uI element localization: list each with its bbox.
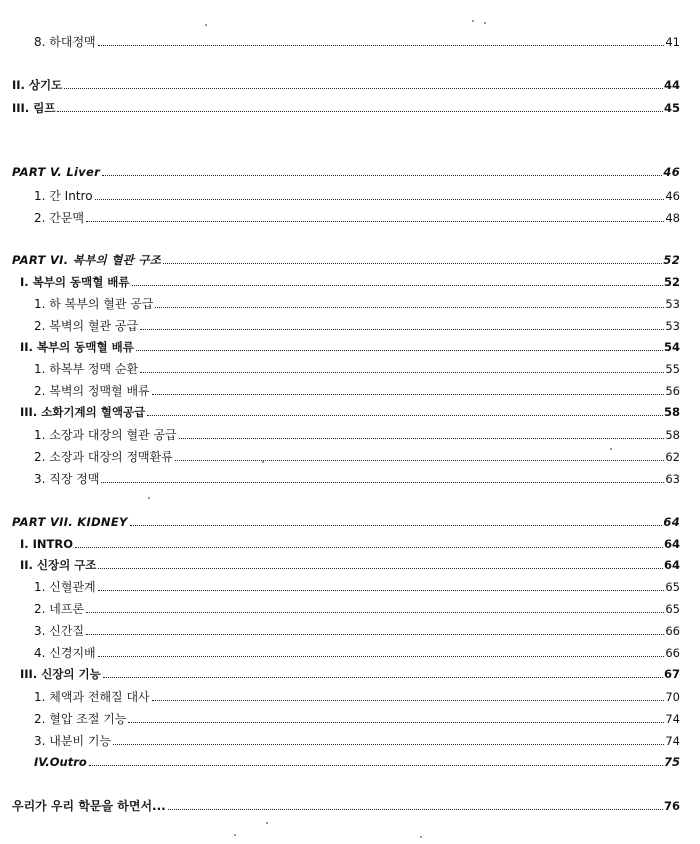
toc-closing-entry — [12, 799, 680, 813]
toc-entry-label: 1. 하복부 정맥 순환 — [34, 362, 139, 376]
toc-page-number: 64 — [663, 515, 680, 529]
toc-page-number: 74 — [665, 734, 680, 748]
toc-entry — [20, 667, 680, 681]
toc-page-number: 66 — [665, 624, 680, 638]
toc-entry-label: II. 복부의 동맥혈 배류 — [20, 340, 134, 354]
toc-entry — [34, 189, 680, 203]
toc-part-heading — [12, 253, 680, 267]
dot-leader — [89, 765, 663, 766]
toc-entry — [34, 472, 680, 486]
toc-entry-label: 2. 혈압 조절 기능 — [34, 712, 127, 726]
toc-entry-label: I. INTRO — [20, 537, 74, 551]
dot-leader — [98, 45, 665, 46]
toc-page-number: 53 — [665, 297, 680, 311]
toc-page-number: 56 — [665, 384, 680, 398]
toc-entry — [34, 646, 680, 660]
toc-entry — [34, 755, 680, 769]
toc-entry-label: 1. 소장과 대장의 혈관 공급 — [34, 428, 177, 442]
toc-entry-label: 1. 하 복부의 혈관 공급 — [34, 297, 154, 311]
toc-page-number: 74 — [665, 712, 680, 726]
toc-entry-label: 1. 신혈관계 — [34, 580, 96, 594]
toc-page-number: 64 — [663, 558, 680, 572]
dot-leader — [155, 307, 664, 308]
toc-entry-label: 1. 체액과 전해질 대사 — [34, 690, 150, 704]
scan-speck — [266, 822, 268, 824]
toc-page-number: 55 — [665, 362, 680, 376]
toc-page-number: 48 — [665, 211, 680, 225]
toc-entry-label: 2. 네프론 — [34, 602, 85, 616]
toc-page-number: 46 — [665, 189, 680, 203]
toc-page-number: 65 — [665, 580, 680, 594]
dot-leader — [98, 656, 665, 657]
scan-speck — [148, 497, 150, 499]
toc-entry-label: III. 소화기계의 혈액공급 — [20, 405, 146, 419]
dot-leader — [95, 199, 665, 200]
dot-leader — [147, 415, 663, 416]
toc-page-number: 46 — [663, 165, 680, 179]
dot-leader — [130, 525, 663, 526]
toc-entry — [34, 297, 680, 311]
toc-entry — [20, 340, 680, 354]
toc-entry — [12, 101, 680, 115]
toc-page-number: 70 — [665, 690, 680, 704]
dot-leader — [175, 460, 665, 461]
toc-entry — [34, 362, 680, 376]
toc-entry-label: 2. 간문맥 — [34, 211, 85, 225]
toc-entry — [34, 384, 680, 398]
toc-page-number: 54 — [663, 340, 680, 354]
dot-leader — [64, 88, 663, 89]
toc-entry — [34, 690, 680, 704]
scan-speck — [234, 834, 236, 836]
toc-page-number: 44 — [663, 78, 680, 92]
toc-entry-label: PART VII. KIDNEY — [12, 515, 128, 529]
dot-leader — [140, 329, 664, 330]
toc-entry-label: 3. 직장 정맥 — [34, 472, 100, 486]
scan-speck — [262, 461, 264, 463]
toc-entry — [34, 602, 680, 616]
scan-speck — [472, 20, 474, 22]
toc-entry — [34, 580, 680, 594]
toc-page-number: 66 — [665, 646, 680, 660]
toc-entry-label: 2. 소장과 대장의 정맥환류 — [34, 450, 173, 464]
dot-leader — [152, 700, 665, 701]
toc-entry — [34, 35, 680, 49]
toc-entry-label: IV.Outro — [34, 755, 87, 769]
toc-entry-label: 3. 내분비 기능 — [34, 734, 112, 748]
toc-page-number: 58 — [663, 405, 680, 419]
toc-entry-label: 우리가 우리 학문을 하면서... — [12, 799, 166, 813]
dot-leader — [86, 634, 664, 635]
scan-speck — [420, 836, 422, 838]
toc-entry-label: 2. 복벽의 정맥혈 배류 — [34, 384, 150, 398]
toc-page-number: 64 — [663, 537, 680, 551]
toc-entry — [20, 558, 680, 572]
dot-leader — [128, 722, 664, 723]
dot-leader — [113, 744, 664, 745]
dot-leader — [179, 438, 665, 439]
toc-page-number: 53 — [665, 319, 680, 333]
dot-leader — [86, 612, 664, 613]
toc-page-number: 63 — [665, 472, 680, 486]
dot-leader — [98, 568, 663, 569]
toc-entry-label: III. 림프 — [12, 101, 56, 115]
toc-entry-label: 8. 하대정맥 — [34, 35, 96, 49]
toc-page-number: 41 — [665, 35, 680, 49]
toc-page-number: 67 — [663, 667, 680, 681]
dot-leader — [103, 677, 663, 678]
toc-entry-label: II. 상기도 — [12, 78, 63, 92]
toc-page-number: 65 — [665, 602, 680, 616]
scan-speck — [205, 24, 207, 26]
dot-leader — [101, 482, 664, 483]
dot-leader — [152, 394, 665, 395]
toc-entry-label: I. 복부의 동맥혈 배류 — [20, 275, 130, 289]
toc-entry — [20, 275, 680, 289]
dot-leader — [98, 590, 665, 591]
toc-entry — [34, 734, 680, 748]
toc-entry — [12, 78, 680, 92]
toc-page-number: 62 — [665, 450, 680, 464]
toc-page-number: 75 — [663, 755, 680, 769]
toc-entry — [34, 428, 680, 442]
toc-entry-label: PART V. Liver — [12, 165, 101, 179]
dot-leader — [102, 175, 662, 176]
toc-part-heading — [12, 515, 680, 529]
dot-leader — [163, 263, 662, 264]
dot-leader — [132, 285, 663, 286]
toc-page-number: 52 — [663, 253, 680, 267]
toc-entry-label: 3. 신간질 — [34, 624, 85, 638]
toc-entry — [20, 537, 680, 551]
dot-leader — [57, 111, 663, 112]
scan-speck — [484, 22, 486, 24]
toc-entry — [34, 319, 680, 333]
toc-entry-label: 1. 간 Intro — [34, 189, 93, 203]
toc-entry — [34, 712, 680, 726]
toc-entry-label: III. 신장의 기능 — [20, 667, 101, 681]
toc-entry — [20, 405, 680, 419]
toc-entry — [34, 624, 680, 638]
toc-entry — [34, 211, 680, 225]
toc-page-number: 45 — [663, 101, 680, 115]
toc-entry-label: 2. 복벽의 혈관 공급 — [34, 319, 139, 333]
toc-entry — [34, 450, 680, 464]
dot-leader — [136, 350, 663, 351]
toc-page-number: 76 — [663, 799, 680, 813]
dot-leader — [140, 372, 664, 373]
toc-page-number: 58 — [665, 428, 680, 442]
dot-leader — [86, 221, 664, 222]
scan-speck — [610, 448, 612, 450]
toc-entry-label: 4. 신경지배 — [34, 646, 96, 660]
toc-entry-label: II. 신장의 구조 — [20, 558, 97, 572]
toc-part-heading — [12, 165, 680, 179]
dot-leader — [75, 547, 663, 548]
toc-entry-label: PART VI. 복부의 혈관 구조 — [12, 253, 162, 267]
dot-leader — [168, 809, 663, 810]
toc-page-number: 52 — [663, 275, 680, 289]
